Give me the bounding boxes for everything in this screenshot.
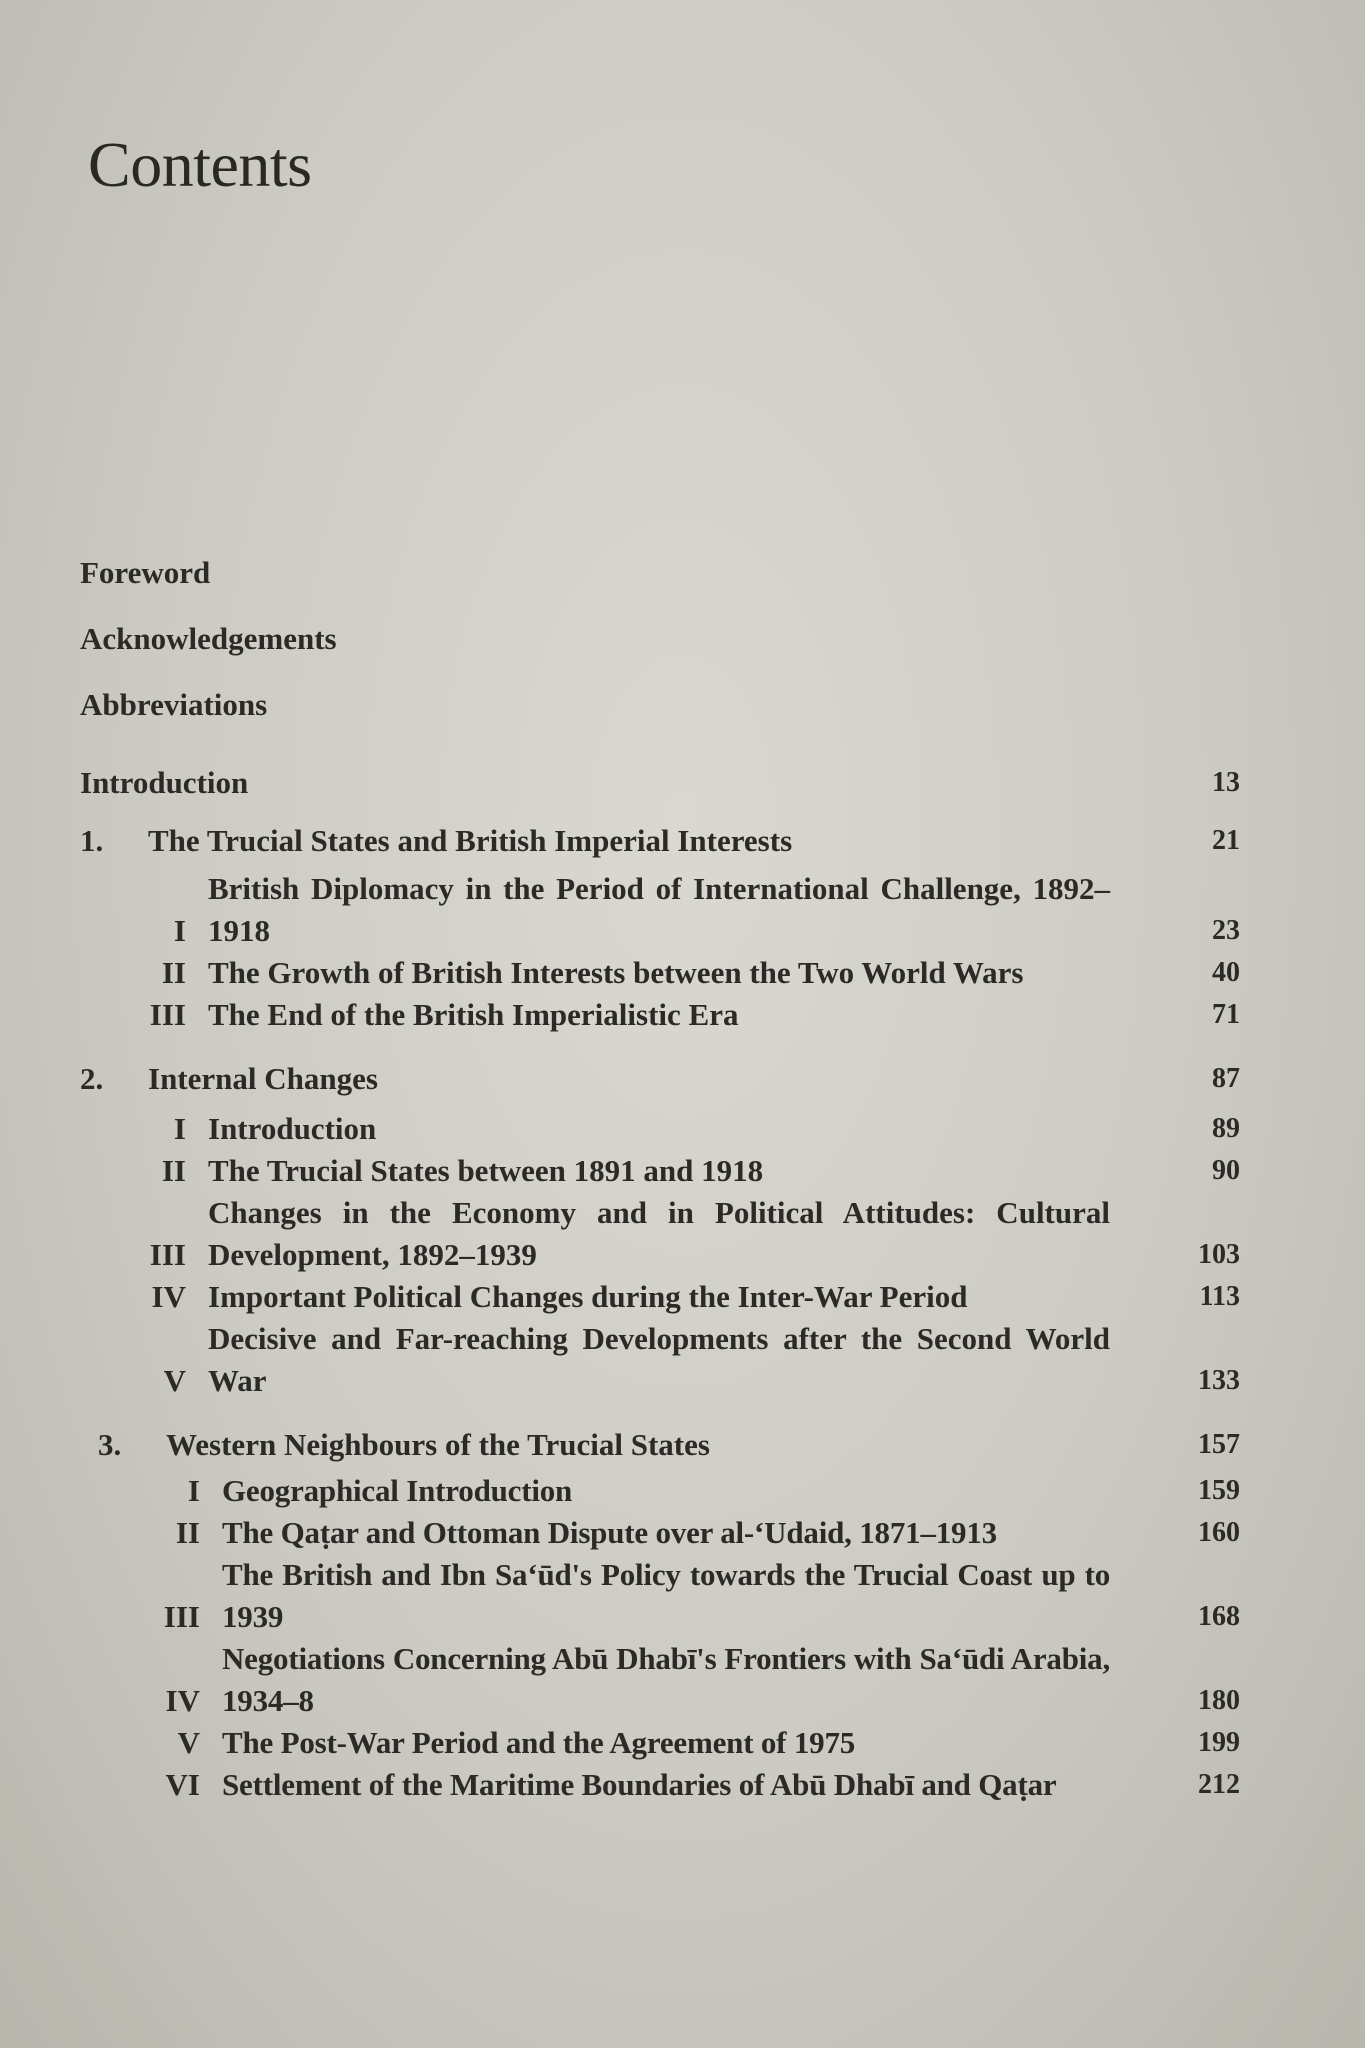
- page-number: 21: [1212, 825, 1240, 856]
- toc-section: [80, 1276, 1240, 1318]
- page-number: 87: [1212, 1063, 1240, 1094]
- toc-chapter-2: [80, 1058, 1240, 1100]
- toc-section: [80, 1722, 1240, 1764]
- toc-section: [80, 994, 1240, 1036]
- page-number: 23: [1212, 915, 1240, 946]
- page-number: 113: [1199, 1281, 1240, 1312]
- section-title: Introduction: [208, 1111, 377, 1146]
- section-numeral: III: [163, 1599, 200, 1634]
- section-numeral: II: [161, 1153, 186, 1188]
- section-title: The Post-War Period and the Agreement of 1975: [222, 1725, 856, 1760]
- toc-section: [80, 1192, 1240, 1276]
- toc-section: [80, 1470, 1240, 1512]
- page-number: 199: [1198, 1727, 1240, 1758]
- page-number: 71: [1212, 999, 1240, 1030]
- chapter-title: Western Neighbours of the Trucial States: [166, 1427, 710, 1462]
- table-of-contents: [80, 540, 1240, 1806]
- section-numeral: V: [177, 1725, 200, 1760]
- section-title: Important Political Changes during the Inter-War Period: [208, 1279, 968, 1314]
- chapter-title: Internal Changes: [148, 1061, 378, 1096]
- toc-section: [80, 1638, 1240, 1722]
- page-number: 160: [1198, 1517, 1240, 1548]
- chapter-number: 3.: [98, 1427, 122, 1462]
- section-title: Changes in the Economy and in Political Attitudes: Cultural Development, 1892–1939: [208, 1195, 1110, 1272]
- chapter-title: The Trucial States and British Imperial Interests: [148, 823, 793, 858]
- section-numeral: III: [149, 997, 186, 1032]
- section-title: Negotiations Concerning Abū Dhabī's Frontiers with Sa‘ūdi Arabia, 1934–8: [222, 1641, 1110, 1718]
- section-numeral: II: [175, 1515, 200, 1550]
- section-numeral: IV: [165, 1683, 200, 1718]
- page-title: Contents: [88, 129, 312, 200]
- toc-section: [80, 1764, 1240, 1806]
- page-number: 40: [1212, 957, 1240, 988]
- section-title: Settlement of the Maritime Boundaries of Abū Dhabī and Qaṭar: [222, 1767, 1057, 1802]
- toc-section: [80, 952, 1240, 994]
- page-number: 168: [1198, 1601, 1240, 1632]
- section-numeral: I: [187, 1473, 200, 1508]
- toc-acknowledgements: Acknowledgements: [80, 621, 337, 656]
- page-number: 90: [1212, 1155, 1240, 1186]
- toc-introduction: [80, 738, 1240, 804]
- toc-section: [80, 1554, 1240, 1638]
- section-title: The British and Ibn Sa‘ūd's Policy towards the Trucial Coast up to 1939: [222, 1557, 1110, 1634]
- toc-section: [80, 1318, 1240, 1402]
- toc-chapter-3: [80, 1424, 1240, 1466]
- toc-foreword: Foreword: [80, 555, 211, 590]
- section-title: The Qaṭar and Ottoman Dispute over al-‘Udaid, 1871–1913: [222, 1515, 997, 1550]
- section-title: Decisive and Far-reaching Developments after the Second World War: [208, 1321, 1110, 1398]
- section-numeral: V: [163, 1363, 186, 1398]
- section-numeral: I: [173, 1111, 186, 1146]
- section-numeral: II: [161, 955, 186, 990]
- toc-chapter-1: [80, 820, 1240, 862]
- toc-section: [80, 1150, 1240, 1192]
- toc-section: [80, 868, 1240, 952]
- chapter-number: 2.: [80, 1061, 104, 1096]
- page-number: 159: [1198, 1475, 1240, 1506]
- section-numeral: III: [149, 1237, 186, 1272]
- section-title: Geographical Introduction: [222, 1473, 573, 1508]
- section-numeral: I: [173, 913, 186, 948]
- toc-abbreviations: Abbreviations: [80, 687, 268, 722]
- page-number: 133: [1198, 1365, 1240, 1396]
- section-title: The End of the British Imperialistic Era: [208, 997, 739, 1032]
- chapter-number: 1.: [80, 823, 104, 858]
- page-number: 212: [1198, 1769, 1240, 1800]
- section-title: The Growth of British Interests between the Two World Wars: [208, 955, 1024, 990]
- page-number: 13: [1212, 767, 1240, 798]
- page-number: 180: [1198, 1685, 1240, 1716]
- page-number: 89: [1212, 1113, 1240, 1144]
- page-number: 157: [1198, 1429, 1240, 1460]
- section-numeral: IV: [151, 1279, 186, 1314]
- section-title: The Trucial States between 1891 and 1918: [208, 1153, 764, 1188]
- entry-title: Introduction: [80, 765, 249, 800]
- section-title: British Diplomacy in the Period of International Challenge, 1892–1918: [208, 871, 1110, 948]
- section-numeral: VI: [165, 1767, 200, 1802]
- page-number: 103: [1198, 1239, 1240, 1270]
- toc-section: [80, 1108, 1240, 1150]
- toc-section: [80, 1512, 1240, 1554]
